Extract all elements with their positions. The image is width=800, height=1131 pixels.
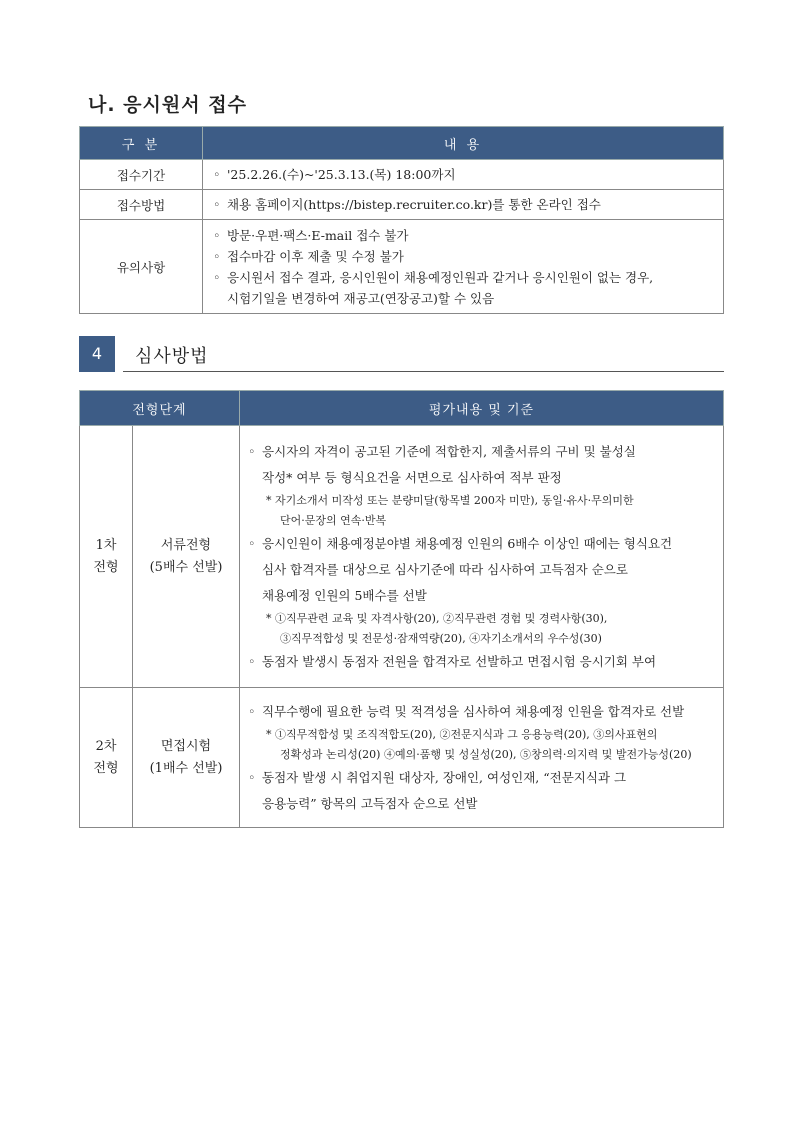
stage-name-line: (5배수 선발): [149, 559, 223, 575]
row-content: [203, 190, 724, 220]
criteria-text: 응시인원이 채용예정분야별 채용예정 인원의 6배수 이상인 때에는 형식요건: [262, 535, 673, 551]
stage-step-line: 전형: [93, 760, 119, 776]
header-category: 구 분: [80, 127, 203, 160]
stage-step: [80, 426, 133, 688]
stage-name-line: (1배수 선발): [149, 760, 223, 776]
bullet: ◦: [213, 227, 221, 243]
row-content: [203, 220, 724, 314]
row-label: 접수방법: [80, 190, 203, 220]
criteria-text: 작성* 여부 등 형식요건을 서면으로 심사하여 적부 판정: [262, 469, 562, 485]
period-text: '25.2.26.(수)~'25.3.13.(목) 18:00까지: [227, 167, 456, 182]
section-title-application: 나. 응시원서 접수: [88, 94, 247, 116]
stage-name-line: 서류전형: [160, 537, 212, 553]
criteria-note: 단어·문장의 연속·반복: [280, 513, 387, 527]
criteria-note: * ①직무적합성 및 조직적합도(20), ②전문지식과 그 응용능력(20), ③의사표현의: [266, 727, 658, 741]
section-number-badge: 4: [79, 336, 115, 372]
bullet: ◦: [248, 769, 256, 785]
stage-step-line: 2차: [95, 738, 117, 754]
table-row: [80, 426, 724, 688]
table-header-row: [80, 391, 724, 426]
criteria-note: * ①직무관련 교육 및 자격사항(20), ②직무관련 경험 및 경력사항(30),: [266, 611, 608, 625]
section-title-screening: 심사방법: [135, 346, 209, 367]
criteria-text: 동점자 발생시 동점자 전원을 합격자로 선발하고 면접시험 응시기회 부여: [262, 653, 657, 669]
stage-step-line: 전형: [93, 559, 119, 575]
criteria-text: 응용능력” 항목의 고득점자 순으로 선발: [262, 795, 478, 811]
table-row: [80, 160, 724, 190]
criteria-text: 응시자의 자격이 공고된 기준에 적합한지, 제출서류의 구비 및 불성실: [262, 443, 636, 459]
table-row: [80, 688, 724, 828]
bullet: ◦: [248, 653, 256, 669]
criteria-note: ③직무적합성 및 전문성·잠재역량(20), ④자기소개서의 우수성(30): [280, 631, 602, 645]
caution-text: 접수마감 이후 제출 및 수정 불가: [227, 248, 404, 264]
bullet: ◦: [248, 535, 256, 551]
bullet: ◦: [213, 167, 221, 182]
table-row: [80, 190, 724, 220]
table-row: [80, 220, 724, 314]
criteria-text: 동점자 발생 시 취업지원 대상자, 장애인, 여성인재, “전문지식과 그: [262, 769, 627, 785]
method-text: 채용 홈페이지(https://bistep.recruiter.co.kr)를 통한 온라인 접수: [227, 197, 601, 212]
criteria-text: 직무수행에 필요한 능력 및 적격성을 심사하여 채용예정 인원을 합격자로 선발: [262, 703, 685, 719]
header-stage: 전형단계: [80, 391, 240, 426]
header-content: 내 용: [203, 127, 724, 160]
bullet: ◦: [248, 703, 256, 719]
divider: [123, 371, 724, 372]
stage-criteria: [240, 426, 724, 688]
bullet: ◦: [248, 443, 256, 459]
row-label: 유의사항: [80, 220, 203, 314]
criteria-text: 채용예정 인원의 5배수를 선발: [262, 587, 427, 603]
bullet: ◦: [213, 197, 221, 212]
row-content: [203, 160, 724, 190]
stage-criteria: [240, 688, 724, 828]
header-criteria: 평가내용 및 기준: [240, 391, 724, 426]
screening-table: [79, 390, 724, 828]
bullet: ◦: [213, 269, 221, 285]
application-table: [79, 126, 724, 314]
criteria-note: 정확성과 논리성(20) ④예의·품행 및 성실성(20), ⑤창의력·의지력 및 발전가능성(20): [280, 747, 692, 761]
criteria-text: 심사 합격자를 대상으로 심사기준에 따라 심사하여 고득점자 순으로: [262, 561, 628, 577]
criteria-note: * 자기소개서 미작성 또는 분량미달(항목별 200자 미만), 동일·유사·무의미한: [266, 493, 634, 507]
bullet: ◦: [213, 248, 221, 264]
caution-text: 방문·우편·팩스·E-mail 접수 불가: [227, 227, 409, 243]
section-4-heading: [79, 336, 724, 372]
stage-step-line: 1차: [95, 537, 117, 553]
stage-name: [133, 688, 240, 828]
caution-text: 시험기일을 변경하여 재공고(연장공고)할 수 있음: [227, 290, 495, 306]
table-header-row: [80, 127, 724, 160]
row-label: 접수기간: [80, 160, 203, 190]
stage-name: [133, 426, 240, 688]
stage-step: [80, 688, 133, 828]
caution-text: 응시원서 접수 결과, 응시인원이 채용예정인원과 같거나 응시인원이 없는 경우,: [227, 269, 654, 285]
stage-name-line: 면접시험: [160, 738, 212, 754]
